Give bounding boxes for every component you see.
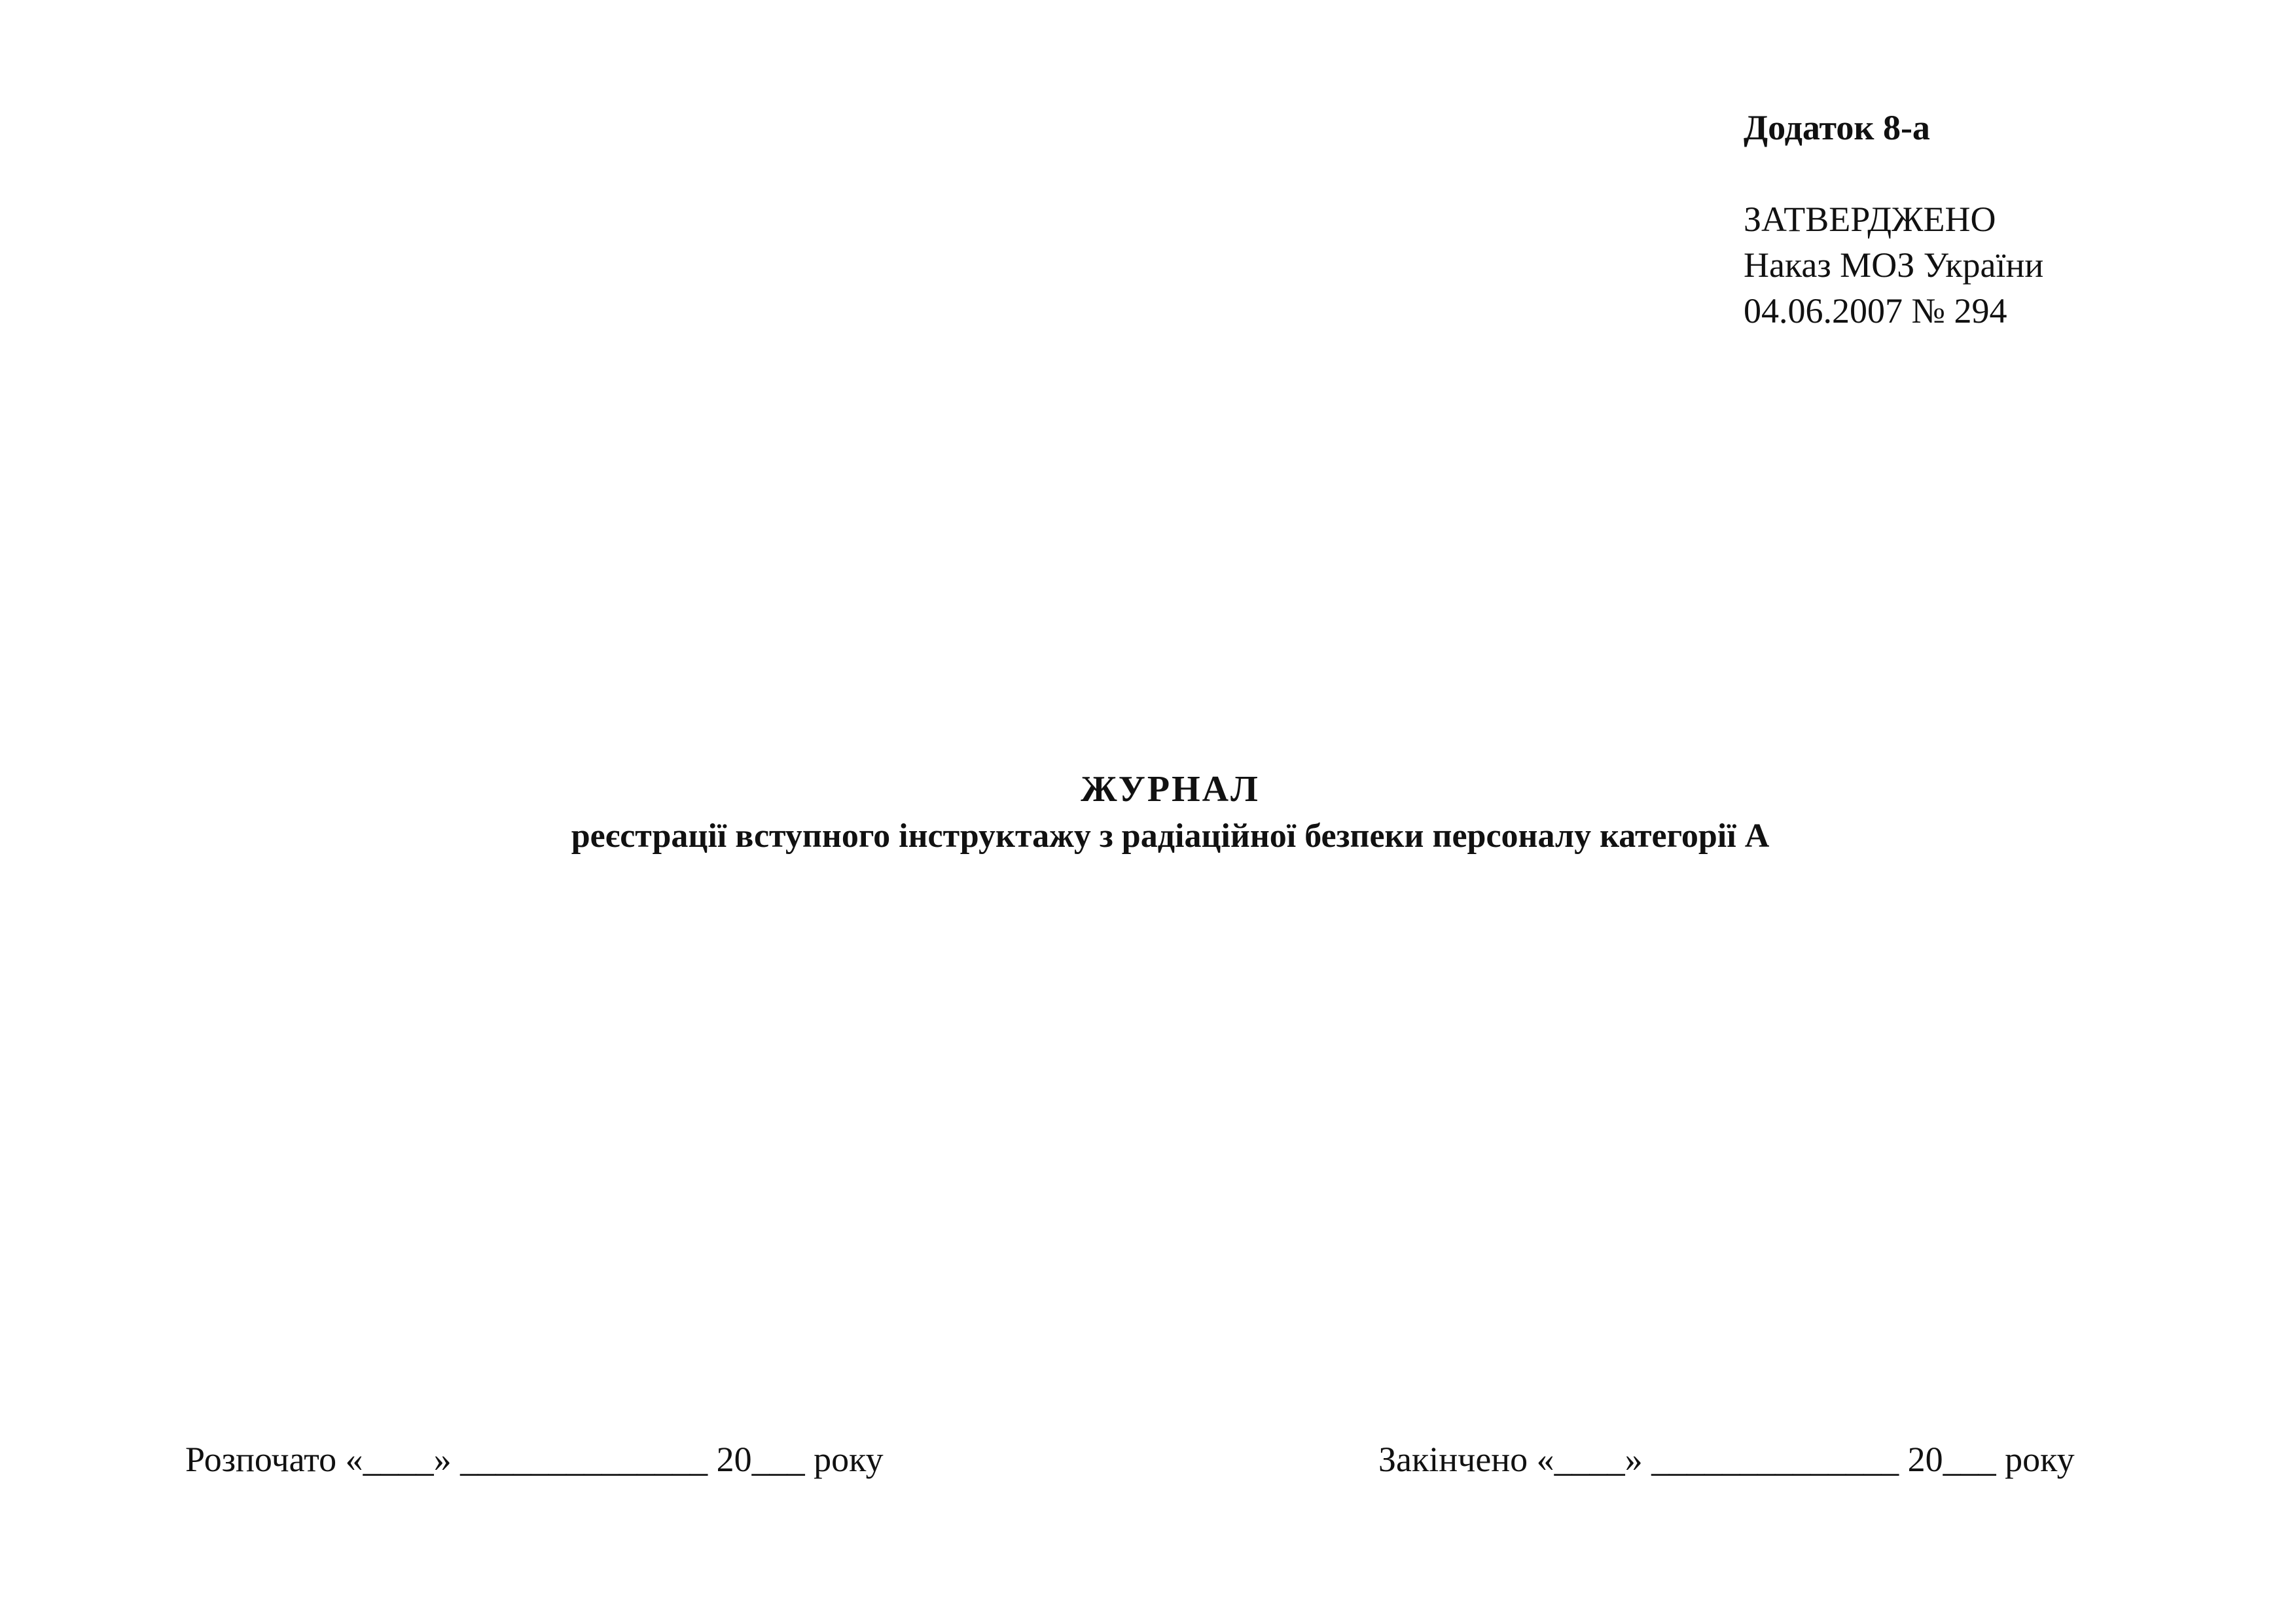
annex-label: Додаток 8-а <box>1744 108 1930 147</box>
approval-block <box>1744 105 2241 334</box>
journal-title: ЖУРНАЛ <box>1081 769 1260 810</box>
order-date-number: 04.06.2007 № 294 <box>1744 291 2007 330</box>
title-block <box>0 766 2296 860</box>
approved-stamp-text: ЗАТВЕРДЖЕНО <box>1744 200 1996 239</box>
journal-subtitle: реєстрації вступного інструктажу з радіаційної безпеки персоналу категорії А <box>571 817 1770 855</box>
order-reference: Наказ МОЗ України <box>1744 245 2044 285</box>
finished-date-line: Закінчено «____» ______________ 20___ року <box>1378 1440 2075 1479</box>
started-date-line: Розпочато «____» ______________ 20___ року <box>185 1440 884 1479</box>
